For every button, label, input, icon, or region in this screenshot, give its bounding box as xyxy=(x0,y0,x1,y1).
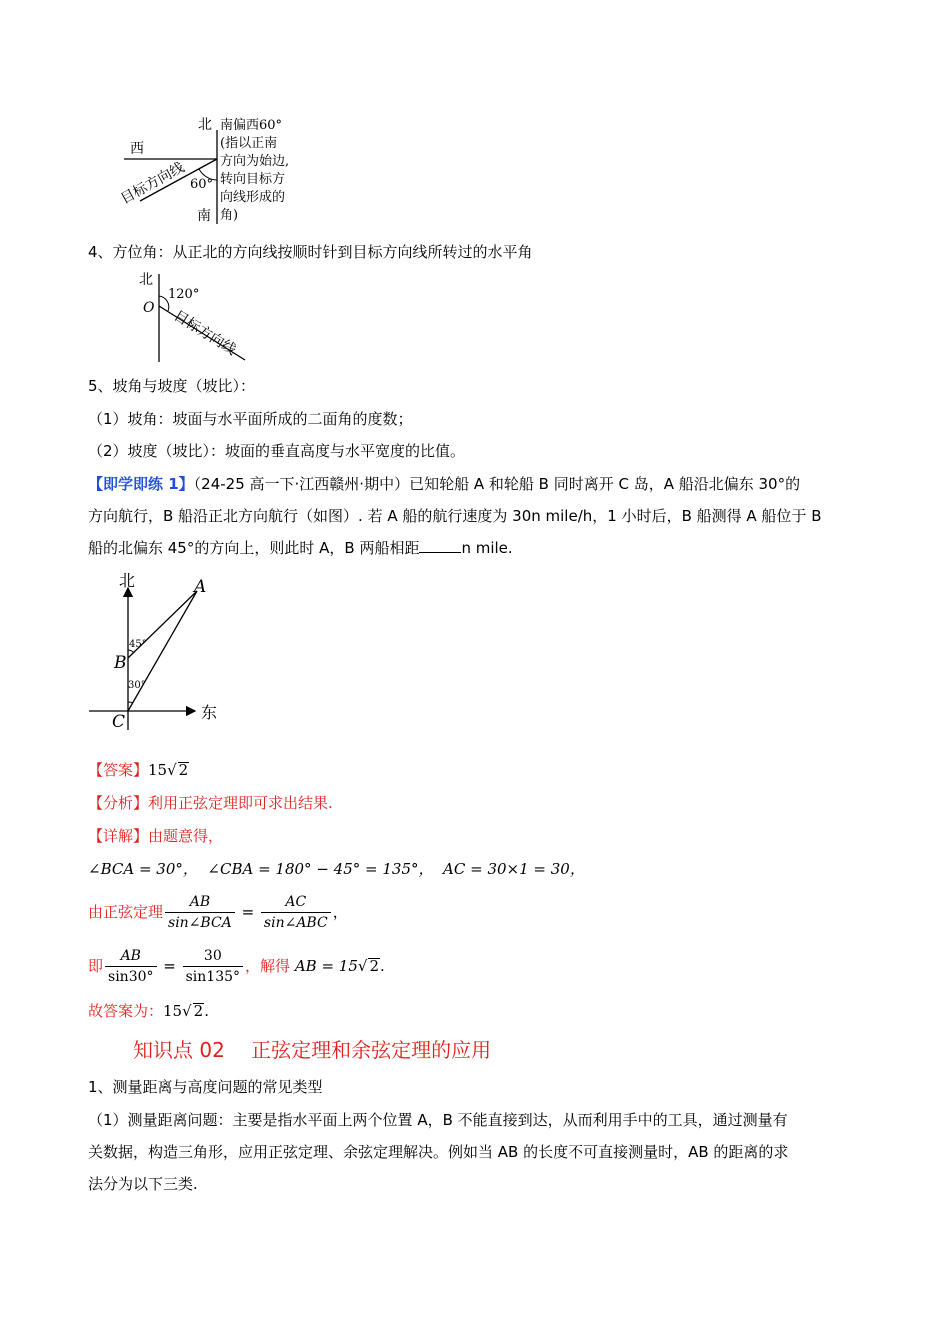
detail-tag: 【详解】 xyxy=(88,827,149,845)
exercise-line-3 xyxy=(88,538,513,558)
angle-45-arc xyxy=(128,650,134,653)
answer-coef: 15 xyxy=(148,761,168,779)
sqrt-symbol: √ xyxy=(167,761,177,779)
figure-southwest-bearing xyxy=(110,112,320,230)
target-line-label: 目标方向线 xyxy=(118,159,188,208)
line-CA xyxy=(128,591,197,711)
caption-line-1: 南偏西60° xyxy=(220,118,283,133)
types-paragraph-2: 关数据，构造三角形，应用正弦定理、余弦定理解决。例如当 AB 的长度不可直接测量时，AB 的距离的求 xyxy=(88,1143,789,1161)
item4-azimuth: 4、方位角：从正北的方向线按顺时针到目标方向线所转过的水平角 xyxy=(88,243,533,261)
analysis-text: 利用正弦定理即可求出结果. xyxy=(148,794,333,812)
angle-label: 120° xyxy=(168,287,200,302)
north-label: 北 xyxy=(119,571,136,590)
north-label: 北 xyxy=(198,117,212,133)
fraction-ab-sinbca: $\frac{AB}{\text{sin∠BCA}}$ xyxy=(165,892,235,933)
exercise-tag: 【即学即练 1】 xyxy=(88,475,194,493)
law-of-sines-label: 由正弦定理 xyxy=(88,903,164,921)
final-radicand: 2 xyxy=(193,1002,204,1020)
fraction-ab-sin30: $\frac{AB}{\sin 30^\circ}$ xyxy=(105,946,157,987)
north-label: 北 xyxy=(139,272,153,288)
eq-ac: AC = 30×1 = 30， xyxy=(443,860,585,878)
final-coef: 15 xyxy=(163,1002,183,1020)
point-C: C xyxy=(112,712,126,732)
angle-30-label: 30° xyxy=(128,680,146,691)
exercise-text-3b: n mile. xyxy=(461,539,513,557)
eq-angle-bca: ∠BCA = 30°， xyxy=(88,860,198,878)
fraction-30-sin135: $\frac{30}{\sin 135^\circ}$ xyxy=(183,946,243,987)
target-line-label: 目标方向线 xyxy=(170,307,239,359)
point-A: A xyxy=(194,577,207,597)
figure-ships xyxy=(85,568,225,733)
detail-text: 由题意得， xyxy=(148,827,224,845)
item5-sub1: （1）坡角：坡面与水平面所成的二面角的度数； xyxy=(88,410,413,428)
east-label: 东 xyxy=(201,703,218,722)
detail-line xyxy=(88,826,223,846)
then-label: 即 xyxy=(88,957,104,975)
types-paragraph-1: （1）测量距离问题：主要是指水平面上两个位置 A，B 不能直接到达，从而利用手中的工具，通过测量有 xyxy=(88,1111,788,1129)
analysis-line xyxy=(88,793,333,813)
exercise-text-3a: 船的北偏东 45°的方向上，则此时 A，B 两船相距 xyxy=(88,539,420,557)
answer-tag: 【答案】 xyxy=(88,761,149,779)
answer-line xyxy=(88,760,189,780)
exercise-line-2: 方向航行，B 船沿正北方向航行（如图）. 若 A 船的航行速度为 30n mile/h，1 小时后，B 船测得 A 船位于 B xyxy=(88,507,822,525)
sqrt-symbol: √ xyxy=(357,957,368,975)
section-heading: 知识点 02 正弦定理和余弦定理的应用 xyxy=(133,1038,492,1062)
answer-radicand: 2 xyxy=(178,761,189,779)
figure-azimuth xyxy=(135,268,250,366)
caption-line-3: 方向为始边, xyxy=(220,154,290,169)
final-label: 故答案为： xyxy=(88,1002,164,1020)
analysis-tag: 【分析】 xyxy=(88,794,149,812)
origin-label: O xyxy=(143,300,155,316)
types-paragraph-3: 法分为以下三类. xyxy=(88,1175,198,1193)
item5-title: 5、坡角与坡度（坡比）： xyxy=(88,377,256,395)
types-title: 1、测量距离与高度问题的常见类型 xyxy=(88,1078,323,1096)
result-radicand: 2 xyxy=(369,957,379,975)
equation-line-2: 由正弦定理 $\frac{AB}{\text{sin∠BCA}}$ = $\frac{AC}{\text{sin∠ABC}}$ ， xyxy=(88,894,348,931)
exercise-text-1: （24-25 高一下·江西赣州·期中）已知轮船 A 和轮船 B 同时离开 C 岛，A 船沿北偏东 30°的 xyxy=(193,475,801,493)
west-label: 西 xyxy=(130,141,144,157)
item5-sub2: （2）坡度（坡比）：坡面的垂直高度与水平宽度的比值。 xyxy=(88,442,466,460)
exercise-line-1 xyxy=(88,474,800,494)
answer-blank[interactable] xyxy=(419,538,461,553)
equation-line-1 xyxy=(88,859,585,879)
angle-label: 60° xyxy=(190,177,214,192)
caption-line-5: 向线形成的 xyxy=(220,190,286,205)
angle-45-label: 45° xyxy=(129,639,147,650)
angle-30-arc xyxy=(128,702,133,703)
equation-line-3: 即 $\frac{AB}{\sin 30^\circ}$ = $\frac{30}{\sin 135^\circ}$ ，解得 AB = 15√ 2. xyxy=(88,948,385,985)
eq-angle-cba: ∠CBA = 180° − 45° = 135°， xyxy=(207,860,434,878)
sqrt-symbol: √ xyxy=(182,1002,192,1020)
point-B: B xyxy=(114,653,127,673)
result-ab: AB = 15 xyxy=(294,957,358,975)
fraction-ac-sinabc: $\frac{AC}{\text{sin∠ABC}}$ xyxy=(261,892,331,933)
caption-line-2: (指以正南 xyxy=(220,136,278,151)
caption-line-6: 角) xyxy=(220,208,239,223)
final-answer-line: 故答案为：15√ 2. xyxy=(88,1002,209,1020)
solve-label: ，解得 xyxy=(245,957,291,975)
south-label: 南 xyxy=(197,208,211,224)
caption-line-4: 转向目标方 xyxy=(220,172,286,187)
